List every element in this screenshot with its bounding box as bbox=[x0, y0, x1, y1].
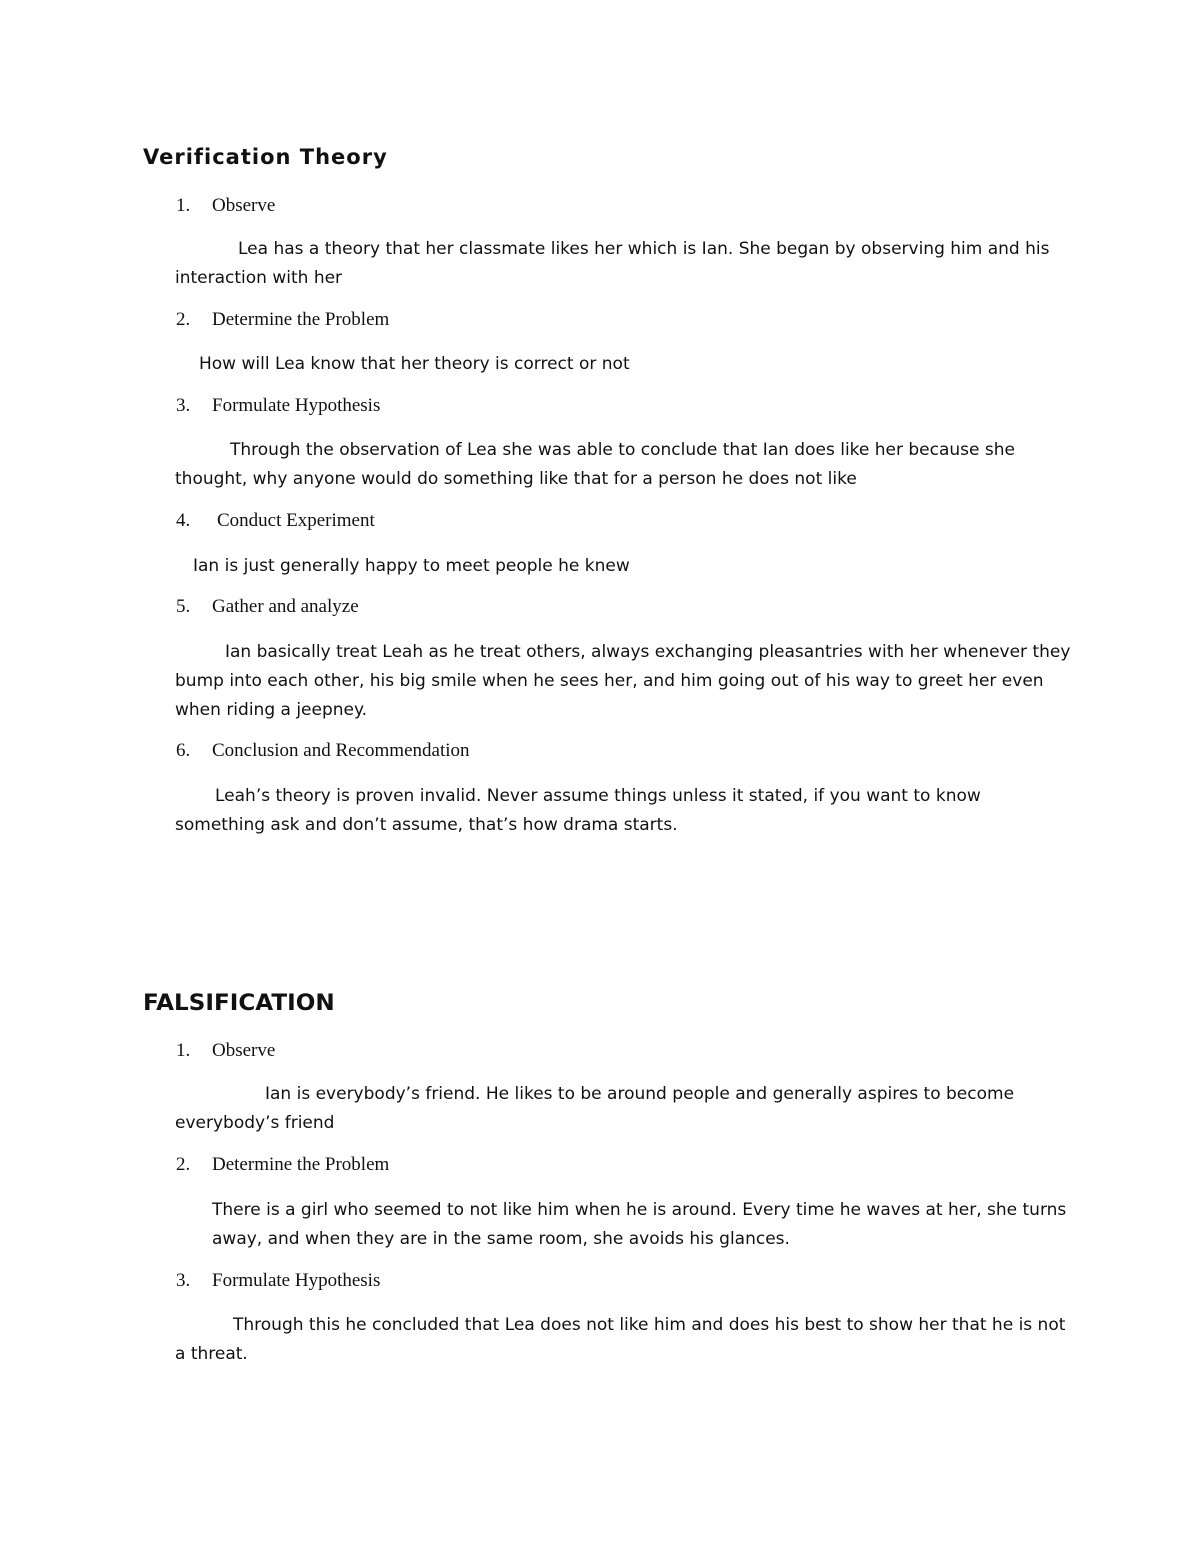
step-label: Formulate Hypothesis bbox=[212, 1270, 381, 1291]
step-number: 5. bbox=[176, 596, 191, 617]
verification-heading: Verification Theory bbox=[143, 145, 388, 169]
falsification-step-2-label bbox=[176, 1154, 389, 1176]
falsification-step-1-text: Ian is everybody’s friend. He likes to be around people and generally aspires to become everybody’s friend bbox=[175, 1084, 1015, 1133]
step-number: 6. bbox=[176, 740, 191, 761]
step-label: Conduct Experiment bbox=[217, 510, 375, 531]
verification-step-1-text: Lea has a theory that her classmate likes her which is Ian. She began by observing him and his interaction with her bbox=[175, 239, 1050, 288]
falsification-step-3-label bbox=[176, 1270, 380, 1292]
falsification-step-3-text: Through this he concluded that Lea does not like him and does his best to show her that he is not a threat. bbox=[175, 1315, 1066, 1364]
step-label: Formulate Hypothesis bbox=[212, 395, 381, 416]
step-number: 3. bbox=[176, 1270, 191, 1291]
step-label: Determine the Problem bbox=[212, 309, 390, 330]
step-label: Observe bbox=[212, 1040, 276, 1061]
verification-step-5-label bbox=[176, 596, 359, 618]
verification-step-1-label bbox=[176, 195, 275, 217]
step-label: Determine the Problem bbox=[212, 1154, 390, 1175]
step-number: 2. bbox=[176, 309, 191, 330]
verification-step-4-label bbox=[176, 510, 375, 532]
verification-step-6-text: Leah’s theory is proven invalid. Never assume things unless it stated, if you want to know something ask and don’t assume, that’s how drama starts. bbox=[175, 786, 981, 835]
falsification-heading: FALSIFICATION bbox=[143, 991, 335, 1016]
verification-step-5-text: Ian basically treat Leah as he treat others, always exchanging pleasantries with her whenever they bump into each other, his big smile when he sees her, and him going out of his way to greet her even when riding a jeepney. bbox=[175, 642, 1071, 720]
verification-step-2-text: How will Lea know that her theory is correct or not bbox=[199, 354, 630, 374]
step-label: Gather and analyze bbox=[212, 596, 359, 617]
step-label: Conclusion and Recommendation bbox=[212, 740, 470, 761]
verification-step-4-text: Ian is just generally happy to meet people he knew bbox=[193, 556, 630, 576]
verification-step-6-label bbox=[176, 740, 470, 762]
verification-step-3-text: Through the observation of Lea she was able to conclude that Ian does like her because she thought, why anyone would do something like that for a person he does not like bbox=[175, 440, 1015, 489]
step-number: 4. bbox=[176, 510, 191, 531]
falsification-step-2-text: There is a girl who seemed to not like him when he is around. Every time he waves at her, she turns away, and when they are in the same room, she avoids his glances. bbox=[212, 1200, 1067, 1249]
step-number: 3. bbox=[176, 395, 191, 416]
step-label: Observe bbox=[212, 195, 276, 216]
verification-step-3-label bbox=[176, 395, 380, 417]
step-number: 1. bbox=[176, 195, 191, 216]
falsification-step-1-label bbox=[176, 1040, 275, 1062]
step-number: 1. bbox=[176, 1040, 191, 1061]
step-number: 2. bbox=[176, 1154, 191, 1175]
verification-step-2-label bbox=[176, 309, 389, 331]
